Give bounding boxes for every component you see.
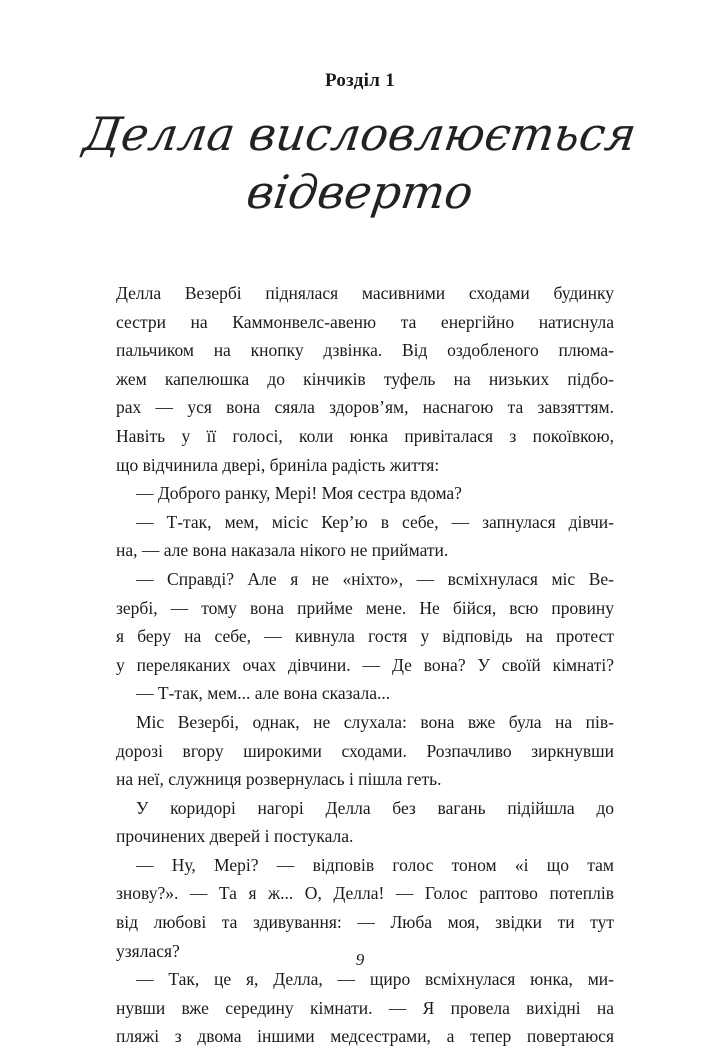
text-line: жем капелюшка до кінчиків туфель на низьких підбо- [116,368,614,389]
text-line: сестри на Каммонвелс-авеню та енергійно натиснула [116,311,614,332]
text-line: Навіть у її голосі, коли юнка привіталася з покоївкою, [116,425,614,446]
text-line: на, — але вона наказала нікого не приймати. [116,540,449,561]
text-line: я беру на себе, — кивнула гостя у відповідь на протест [116,626,614,647]
text-line: — Так, це я, Делла, — щиро всміхнулася юнка, ми- [136,969,614,990]
text-line: узялася? [116,940,180,961]
text-line: у переляканих очах дівчини. — Де вона? У своїй кімнаті? [116,654,614,675]
text-line: від любові та здивування: — Люба моя, звідки ти тут [116,912,614,933]
text-line: рах — уся вона сяяла здоров’ям, наснагою та завзяттям. [116,397,614,418]
text-line: нувши вже середину кімнати. — Я провела вихідні на [116,997,614,1018]
text-line: — Доброго ранку, Мері! Моя сестра вдома? [136,483,462,504]
text-line: зербі, — тому вона прийме мене. Не бійся, всю провину [116,597,614,618]
page-number: 9 [355,950,365,969]
text-line: на неї, служниця розвернулась і пішла геть. [116,769,442,790]
text-line: прочинених дверей і постукала. [116,826,354,847]
text-line: — Т-так, мем... але вона сказала... [136,683,391,704]
text-line: що відчинила двері, бриніла радість життя: [116,454,440,475]
chapter-title-line-2: відверто [243,165,477,219]
chapter-title [0,105,720,221]
text-line: пальчиком на кнопку дзвінка. Від оздобленого плюма- [116,340,614,361]
text-line: Делла Везербі піднялася масивними сходами будинку [116,283,614,303]
chapter-label: Розділ 1 [324,70,396,91]
text-line: знову?». — Та я ж... О, Делла! — Голос раптово потеплів [116,883,614,904]
text-line: пляжі з двома іншими медсестрами, а тепер повертаюся [116,1026,614,1047]
text-line: — Ну, Мері? — відповів голос тоном «і що там [136,854,614,875]
body-text [116,279,614,1051]
text-line: — Справді? Але я не «ніхто», — всміхнулася міс Ве- [136,568,614,589]
text-line: — Т-так, мем, місіс Кер’ю в себе, — запнулася дівчи- [136,511,614,532]
text-line: Міс Везербі, однак, не слухала: вона вже була на пів- [136,711,614,732]
text-line: дорозі вгору широкими сходами. Розпачливо зиркнувши [116,740,614,761]
chapter-title-line-1: Делла висловлюється [80,107,640,161]
text-line: У коридорі нагорі Делла без вагань підійшла до [136,797,614,818]
